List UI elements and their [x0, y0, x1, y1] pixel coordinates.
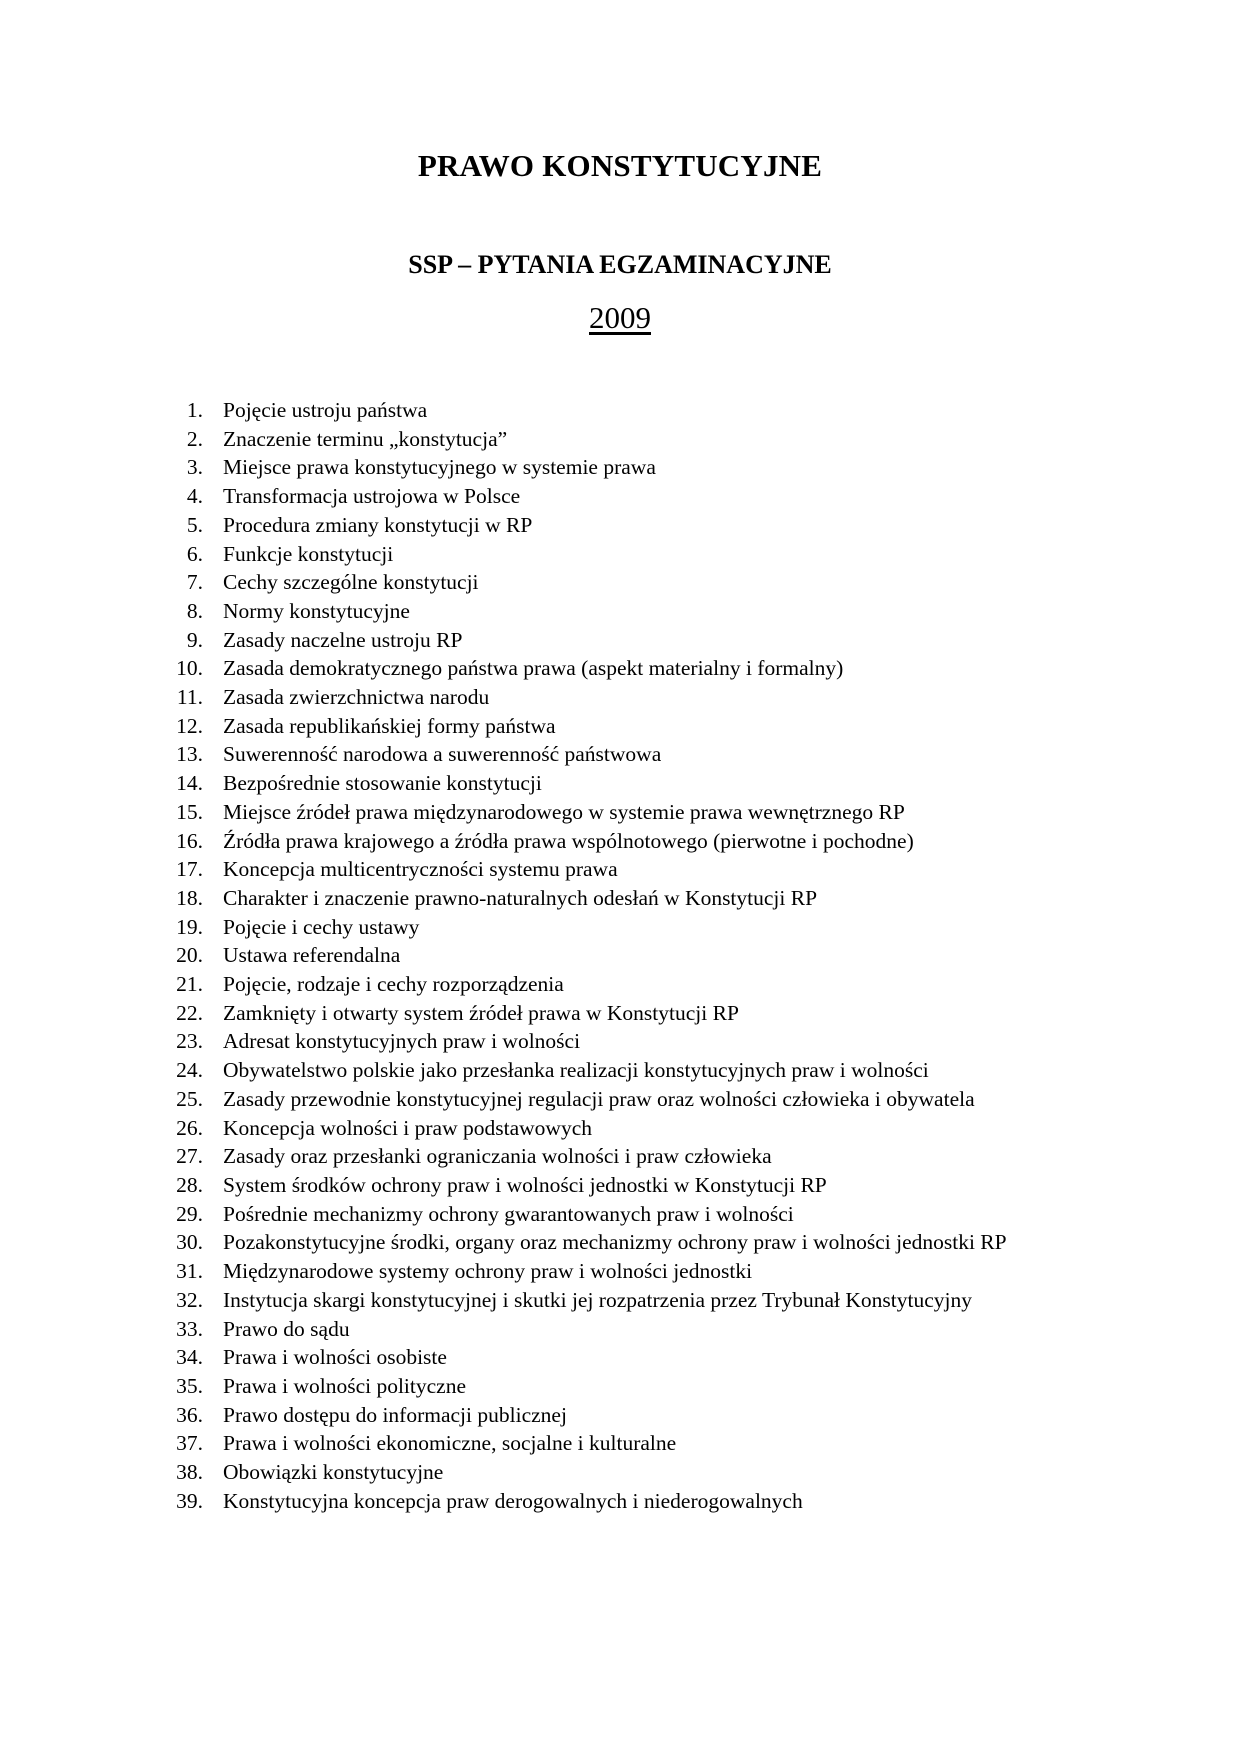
question-text: Konstytucyjna koncepcja praw derogowalnych i niederogowalnych: [223, 1488, 803, 1513]
question-item: [0, 1372, 1240, 1401]
question-text: Zamknięty i otwarty system źródeł prawa w Konstytucji RP: [223, 1000, 739, 1025]
question-item: [0, 1027, 1240, 1056]
question-number: 13.: [176, 742, 203, 767]
question-text: Koncepcja multicentryczności systemu prawa: [223, 857, 618, 882]
question-number: 14.: [176, 771, 203, 796]
question-number: 38.: [176, 1460, 203, 1485]
question-item: [0, 453, 1240, 482]
question-item: [0, 769, 1240, 798]
question-number: 29.: [176, 1201, 203, 1226]
question-number: 8.: [186, 598, 203, 623]
question-number: 30.: [176, 1230, 203, 1255]
question-number: 1.: [186, 398, 203, 422]
question-text: Procedura zmiany konstytucji w RP: [223, 512, 533, 537]
question-number: 17.: [176, 857, 203, 882]
question-number: 36.: [176, 1402, 203, 1427]
question-item: [0, 568, 1240, 597]
question-number: 7.: [186, 570, 203, 595]
question-item: [0, 654, 1240, 683]
question-item: [0, 1257, 1240, 1286]
question-text: Funkcje konstytucji: [223, 541, 394, 566]
question-item: [0, 482, 1240, 511]
question-text: Prawo dostępu do informacji publicznej: [223, 1402, 567, 1427]
question-item: [0, 913, 1240, 942]
question-text: Międzynarodowe systemy ochrony praw i wolności jednostki: [223, 1259, 753, 1284]
question-number: 26.: [176, 1115, 203, 1140]
question-number: 24.: [176, 1058, 203, 1083]
question-text: Ustawa referendalna: [223, 943, 401, 968]
question-number: 23.: [176, 1029, 203, 1054]
document-subtitle: SSP – PYTANIA EGZAMINACYJNE: [408, 250, 832, 279]
question-text: Charakter i znaczenie prawno-naturalnych odesłań w Konstytucji RP: [223, 885, 818, 910]
question-item: [0, 597, 1240, 626]
question-text: Pojęcie ustroju państwa: [223, 398, 428, 422]
question-number: 19.: [176, 914, 203, 939]
question-text: Zasada zwierzchnictwa narodu: [223, 685, 490, 710]
question-item: [0, 1114, 1240, 1143]
question-number: 27.: [176, 1144, 203, 1169]
question-item: [0, 1458, 1240, 1487]
question-number: 31.: [176, 1259, 203, 1284]
question-text: Pośrednie mechanizmy ochrony gwarantowanych praw i wolności: [223, 1201, 794, 1226]
question-number: 22.: [176, 1000, 203, 1025]
question-number: 12.: [176, 713, 203, 738]
question-item: [0, 712, 1240, 741]
question-text: Suwerenność narodowa a suwerenność państwowa: [223, 742, 662, 767]
question-item: [0, 425, 1240, 454]
question-number: 20.: [176, 943, 203, 968]
question-item: [0, 941, 1240, 970]
question-text: Transformacja ustrojowa w Polsce: [223, 484, 521, 509]
question-number: 11.: [176, 685, 203, 710]
question-text: Obowiązki konstytucyjne: [223, 1460, 444, 1485]
question-item: [0, 1056, 1240, 1085]
question-text: Pojęcie, rodzaje i cechy rozporządzenia: [223, 972, 564, 997]
question-item: [0, 1315, 1240, 1344]
question-number: 37.: [176, 1431, 203, 1456]
question-text: Zasady oraz przesłanki ograniczania wolności i praw człowieka: [223, 1144, 772, 1169]
question-text: Bezpośrednie stosowanie konstytucji: [223, 771, 542, 796]
question-text: Instytucja skargi konstytucyjnej i skutki jej rozpatrzenia przez Trybunał Konstytucyjny: [223, 1287, 972, 1312]
question-item: [0, 740, 1240, 769]
question-item: [0, 1429, 1240, 1458]
question-item: [0, 1200, 1240, 1229]
question-item: [0, 683, 1240, 712]
question-text: Prawa i wolności polityczne: [223, 1373, 467, 1398]
question-text: Normy konstytucyjne: [223, 598, 410, 623]
question-item: [0, 798, 1240, 827]
question-item: [0, 1171, 1240, 1200]
question-item: [0, 1286, 1240, 1315]
question-text: Adresat konstytucyjnych praw i wolności: [223, 1029, 581, 1054]
question-number: 25.: [176, 1086, 203, 1111]
question-item: [0, 626, 1240, 655]
question-number: 16.: [176, 828, 203, 853]
question-text: Prawo do sądu: [223, 1316, 350, 1341]
question-text: Zasady naczelne ustroju RP: [223, 627, 463, 652]
question-number: 6.: [186, 541, 203, 566]
question-text: Miejsce źródeł prawa międzynarodowego w systemie prawa wewnętrznego RP: [223, 799, 905, 824]
question-number: 39.: [176, 1488, 203, 1513]
question-text: Prawa i wolności osobiste: [223, 1345, 447, 1370]
question-text: Zasady przewodnie konstytucyjnej regulacji praw oraz wolności człowieka i obywatela: [223, 1086, 975, 1111]
question-number: 15.: [176, 799, 203, 824]
question-text: Pojęcie i cechy ustawy: [223, 914, 420, 939]
question-item: [0, 1228, 1240, 1257]
document-title: PRAWO KONSTYTUCYJNE: [417, 148, 823, 183]
question-number: 35.: [176, 1373, 203, 1398]
question-item: [0, 1142, 1240, 1171]
question-text: Prawa i wolności ekonomiczne, socjalne i kulturalne: [223, 1431, 677, 1456]
question-number: 21.: [176, 972, 203, 997]
question-item: [0, 970, 1240, 999]
question-item: [0, 1401, 1240, 1430]
question-item: [0, 827, 1240, 856]
question-number: 34.: [176, 1345, 203, 1370]
question-item: [0, 1343, 1240, 1372]
question-text: Obywatelstwo polskie jako przesłanka realizacji konstytucyjnych praw i wolności: [223, 1058, 929, 1083]
document-year: 2009: [589, 300, 651, 335]
question-number: 2.: [186, 426, 203, 451]
question-item: [0, 1487, 1240, 1516]
question-text: Zasada republikańskiej formy państwa: [223, 713, 556, 738]
question-item: [0, 540, 1240, 569]
question-number: 33.: [176, 1316, 203, 1341]
question-text: Cechy szczególne konstytucji: [223, 570, 479, 595]
question-text: System środków ochrony praw i wolności jednostki w Konstytucji RP: [223, 1172, 827, 1197]
question-text: Miejsce prawa konstytucyjnego w systemie prawa: [223, 455, 656, 480]
question-item: [0, 1085, 1240, 1114]
question-item: [0, 396, 1240, 425]
question-text: Koncepcja wolności i praw podstawowych: [223, 1115, 592, 1140]
question-number: 32.: [176, 1287, 203, 1312]
exam-question-list: [0, 396, 1240, 1515]
question-number: 5.: [186, 512, 203, 537]
question-item: [0, 999, 1240, 1028]
question-text: Źródła prawa krajowego a źródła prawa wspólnotowego (pierwotne i pochodne): [223, 828, 914, 853]
question-text: Znaczenie terminu „konstytucja”: [223, 426, 508, 451]
question-number: 4.: [186, 484, 203, 509]
question-text: Pozakonstytucyjne środki, organy oraz mechanizmy ochrony praw i wolności jednostki RP: [223, 1230, 1007, 1255]
question-item: [0, 511, 1240, 540]
question-number: 3.: [186, 455, 203, 480]
question-number: 28.: [176, 1172, 203, 1197]
question-item: [0, 884, 1240, 913]
question-item: [0, 855, 1240, 884]
question-number: 9.: [186, 627, 203, 652]
question-number: 18.: [176, 885, 203, 910]
question-text: Zasada demokratycznego państwa prawa (aspekt materialny i formalny): [223, 656, 844, 681]
question-number: 10.: [176, 656, 203, 681]
